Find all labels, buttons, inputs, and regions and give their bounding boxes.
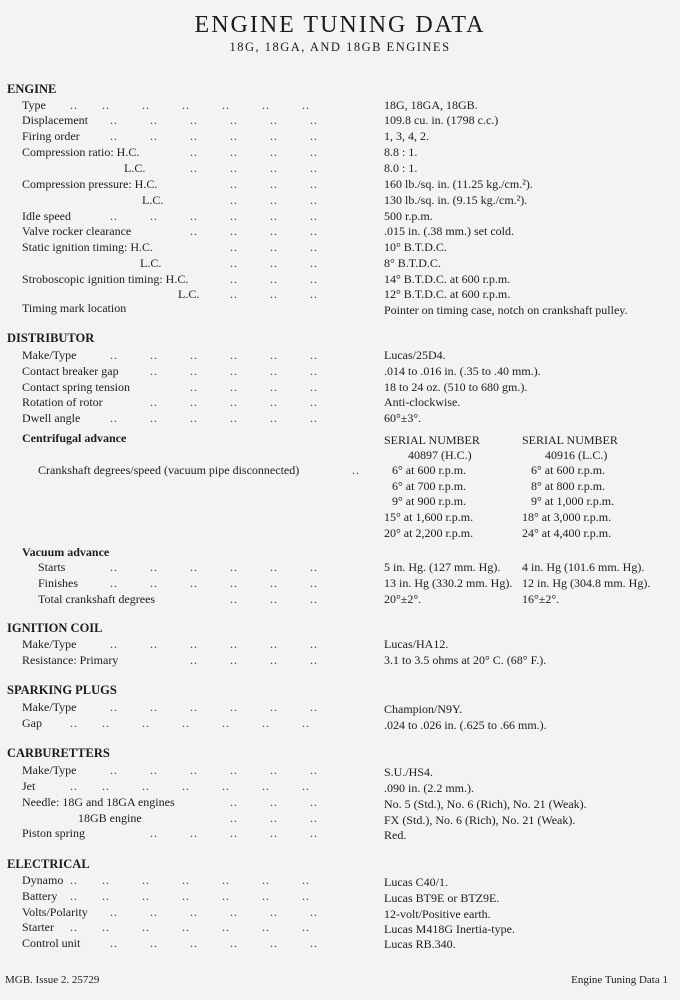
footer-left: MGB. Issue 2. 25729 [5, 974, 100, 986]
section-engine: ENGINE [7, 82, 57, 96]
vacuum-total-lc: 16°±2°. [522, 592, 560, 606]
engine-firing-order-value: 1, 3, 4, 2. [384, 129, 429, 143]
engine-strobe-timing-hc: 14° B.T.D.C. at 600 r.p.m. [384, 272, 511, 286]
carb-needle-gb-label: 18GB engine [78, 811, 142, 825]
engine-valve-rocker-value: .015 in. (.38 mm.) set cold. [384, 224, 514, 238]
leader-dots: .. .. .. .. .. .. [110, 560, 318, 574]
leader-dots: .. .. .. [230, 287, 318, 301]
carb-piston-label: Piston spring [22, 826, 86, 840]
engine-valve-rocker-label: Valve rocker clearance [22, 224, 132, 238]
vacuum-total-label: Total crankshaft degrees [38, 592, 156, 606]
advance-hc-row: 6° at 700 r.p.m. [392, 479, 467, 493]
carb-make-label: Make/Type [22, 763, 77, 777]
leader-dots: .. .. .. .. .. .. [110, 905, 318, 919]
engine-compression-pressure-lc-label: L.C. [142, 193, 164, 207]
distributor-dwell-label: Dwell angle [22, 411, 81, 425]
vacuum-starts-lc: 4 in. Hg (101.6 mm. Hg). [522, 560, 645, 574]
distributor-make-label: Make/Type [22, 348, 77, 362]
advance-lc-row: 6° at 600 r.p.m. [531, 463, 606, 477]
leader-dots: .. .. .. .. .. .. [110, 576, 318, 590]
advance-hc-row: 6° at 600 r.p.m. [392, 463, 467, 477]
serial-hc-number: 40897 (H.C.) [408, 448, 472, 462]
leader-dots: .. .. .. .. [190, 224, 318, 238]
engine-static-timing-lc: 8° B.T.D.C. [384, 256, 441, 270]
distributor-spring-value: 18 to 24 oz. (510 to 680 gm.). [384, 380, 528, 394]
leader-dots: .. .. .. [230, 256, 318, 270]
leader-dots: .. .. .. .. [190, 145, 318, 159]
section-electrical: ELECTRICAL [7, 857, 90, 871]
vacuum-finishes-lc: 12 in. Hg (304.8 mm. Hg). [522, 576, 651, 590]
leader-dots: .. .. .. .. .. .. [110, 700, 318, 714]
elec-control-label: Control unit [22, 936, 81, 950]
engine-compression-ratio-lc-label: L.C. [124, 161, 146, 175]
leader-dots: .. .. .. .. .. .. [110, 129, 318, 143]
leader-dots: .. .. .. [230, 811, 318, 825]
centrifugal-advance-label: Centrifugal advance [22, 431, 127, 445]
distributor-rotation-label: Rotation of rotor [22, 395, 103, 409]
footer-right: Engine Tuning Data 1 [571, 974, 668, 986]
leader-dots: .. .. .. .. .. .. .. [70, 920, 310, 934]
engine-compression-ratio-label: Compression ratio: H.C. [22, 145, 140, 159]
distributor-rotation-value: Anti-clockwise. [384, 395, 461, 409]
engine-type-label: Type [22, 98, 46, 112]
leader-dots: .. .. .. .. .. .. [110, 348, 318, 362]
vacuum-advance-label: Vacuum advance [22, 545, 110, 559]
section-ignition-coil: IGNITION COIL [7, 621, 103, 635]
section-distributor: DISTRIBUTOR [7, 331, 95, 345]
engine-displacement-label: Displacement [22, 113, 88, 127]
leader-dots: .. .. .. .. [190, 380, 318, 394]
leader-dots: .. .. .. [230, 272, 318, 286]
elec-control-value: Lucas RB.340. [384, 937, 456, 951]
plugs-gap-label: Gap [22, 716, 42, 730]
elec-volts-label: Volts/Polarity [22, 905, 88, 919]
leader-dots: .. [352, 463, 360, 477]
elec-starter-label: Starter [22, 920, 54, 934]
leader-dots: .. .. .. [230, 193, 318, 207]
engine-timing-mark-value: Pointer on timing case, notch on crankshaft pulley. [384, 303, 628, 317]
elec-battery-label: Battery [22, 889, 58, 903]
engine-compression-pressure-lc: 130 lb./sq. in. (9.15 kg./cm.²). [384, 193, 528, 207]
elec-battery-value: Lucas BT9E or BTZ9E. [384, 891, 500, 905]
engine-compression-ratio-hc: 8.8 : 1. [384, 145, 418, 159]
engine-displacement-value: 109.8 cu. in. (1798 c.c.) [384, 113, 499, 127]
distributor-make-value: Lucas/25D4. [384, 348, 446, 362]
leader-dots: .. .. .. .. [190, 161, 318, 175]
engine-idle-speed-value: 500 r.p.m. [384, 209, 433, 223]
leader-dots: .. .. .. [230, 177, 318, 191]
engine-strobe-timing-lc: 12° B.T.D.C. at 600 r.p.m. [384, 287, 511, 301]
leader-dots: .. .. .. .. .. .. [110, 763, 318, 777]
leader-dots: .. .. .. .. .. .. .. [70, 716, 310, 730]
page-subtitle: 18G, 18GA, AND 18GB ENGINES [229, 40, 451, 54]
carb-jet-value: .090 in. (2.2 mm.). [384, 781, 474, 795]
engine-strobe-timing-label: Stroboscopic ignition timing: H.C. [22, 272, 189, 286]
advance-lc-row: 24° at 4,400 r.p.m. [522, 526, 612, 540]
leader-dots: .. .. .. [230, 240, 318, 254]
leader-dots: .. .. .. .. .. .. .. [70, 98, 310, 112]
distributor-gap-label: Contact breaker gap [22, 364, 119, 378]
serial-lc-number: 40916 (L.C.) [545, 448, 608, 462]
leader-dots: .. .. .. [230, 795, 318, 809]
advance-hc-row: 9° at 900 r.p.m. [392, 494, 467, 508]
advance-lc-row: 18° at 3,000 r.p.m. [522, 510, 612, 524]
engine-compression-pressure-hc: 160 lb./sq. in. (11.25 kg./cm.²). [384, 177, 533, 191]
distributor-spring-label: Contact spring tension [22, 380, 130, 394]
advance-lc-row: 9° at 1,000 r.p.m. [531, 494, 615, 508]
page-title: ENGINE TUNING DATA [194, 12, 486, 38]
advance-lc-row: 8° at 800 r.p.m. [531, 479, 606, 493]
engine-static-timing-label: Static ignition timing: H.C. [22, 240, 154, 254]
distributor-gap-value: .014 to .016 in. (.35 to .40 mm.). [384, 364, 541, 378]
section-sparking-plugs: SPARKING PLUGS [7, 683, 117, 697]
leader-dots: .. .. .. .. .. .. [110, 637, 318, 651]
leader-dots: .. .. .. .. .. [150, 364, 318, 378]
leader-dots: .. .. .. .. .. .. .. [70, 779, 310, 793]
serial-lc-heading: SERIAL NUMBER [522, 433, 618, 447]
leader-dots: .. .. .. .. .. .. [110, 113, 318, 127]
carb-piston-value: Red. [384, 828, 407, 842]
coil-resistance-label: Resistance: Primary [22, 653, 119, 667]
carb-make-value: S.U./HS4. [384, 765, 434, 779]
leader-dots: .. .. .. .. .. .. [110, 936, 318, 950]
leader-dots: .. .. .. .. .. .. [110, 411, 318, 425]
leader-dots: .. .. .. [230, 592, 318, 606]
plugs-make-label: Make/Type [22, 700, 77, 714]
engine-compression-ratio-lc: 8.0 : 1. [384, 161, 418, 175]
vacuum-starts-label: Starts [38, 560, 66, 574]
advance-hc-row: 20° at 2,200 r.p.m. [384, 526, 474, 540]
carb-needle-gb-value: FX (Std.), No. 6 (Rich), No. 21 (Weak). [384, 813, 576, 827]
leader-dots: .. .. .. .. .. .. [110, 209, 318, 223]
leader-dots: .. .. .. .. .. [150, 826, 318, 840]
section-carburetters: CARBURETTERS [7, 746, 110, 760]
coil-make-value: Lucas/HA12. [384, 637, 449, 651]
carb-jet-label: Jet [22, 779, 36, 793]
coil-resistance-value: 3.1 to 3.5 ohms at 20° C. (68° F.). [384, 653, 547, 667]
elec-dynamo-label: Dynamo [22, 873, 64, 887]
engine-timing-mark-label: Timing mark location [22, 301, 127, 315]
coil-make-label: Make/Type [22, 637, 77, 651]
vacuum-starts-hc: 5 in. Hg. (127 mm. Hg). [384, 560, 501, 574]
crankshaft-degrees-label: Crankshaft degrees/speed (vacuum pipe disconnected) [38, 463, 300, 477]
elec-volts-value: 12-volt/Positive earth. [384, 907, 491, 921]
engine-static-timing-lc-label: L.C. [140, 256, 162, 270]
serial-hc-heading: SERIAL NUMBER [384, 433, 480, 447]
vacuum-total-hc: 20°±2°. [384, 592, 422, 606]
page-header [0, 12, 680, 55]
vacuum-finishes-hc: 13 in. Hg (330.2 mm. Hg). [384, 576, 513, 590]
vacuum-finishes-label: Finishes [38, 576, 79, 590]
leader-dots: .. .. .. .. .. .. .. [70, 873, 310, 887]
engine-idle-speed-label: Idle speed [22, 209, 71, 223]
plugs-gap-value: .024 to .026 in. (.625 to .66 mm.). [384, 718, 547, 732]
elec-dynamo-value: Lucas C40/1. [384, 875, 448, 889]
leader-dots: .. .. .. .. .. [150, 395, 318, 409]
carb-needle-value: No. 5 (Std.), No. 6 (Rich), No. 21 (Weak). [384, 797, 587, 811]
engine-type-value: 18G, 18GA, 18GB. [384, 98, 478, 112]
elec-starter-value: Lucas M418G Inertia-type. [384, 922, 515, 936]
engine-firing-order-label: Firing order [22, 129, 80, 143]
carb-needle-label: Needle: 18G and 18GA engines [22, 795, 175, 809]
plugs-make-value: Champion/N9Y. [384, 702, 463, 716]
engine-strobe-timing-lc-label: L.C. [178, 287, 200, 301]
leader-dots: .. .. .. .. [190, 653, 318, 667]
advance-hc-row: 15° at 1,600 r.p.m. [384, 510, 474, 524]
leader-dots: .. .. .. .. .. .. .. [70, 889, 310, 903]
engine-compression-pressure-label: Compression pressure: H.C. [22, 177, 158, 191]
distributor-dwell-value: 60°±3°. [384, 411, 422, 425]
engine-static-timing-hc: 10° B.T.D.C. [384, 240, 447, 254]
